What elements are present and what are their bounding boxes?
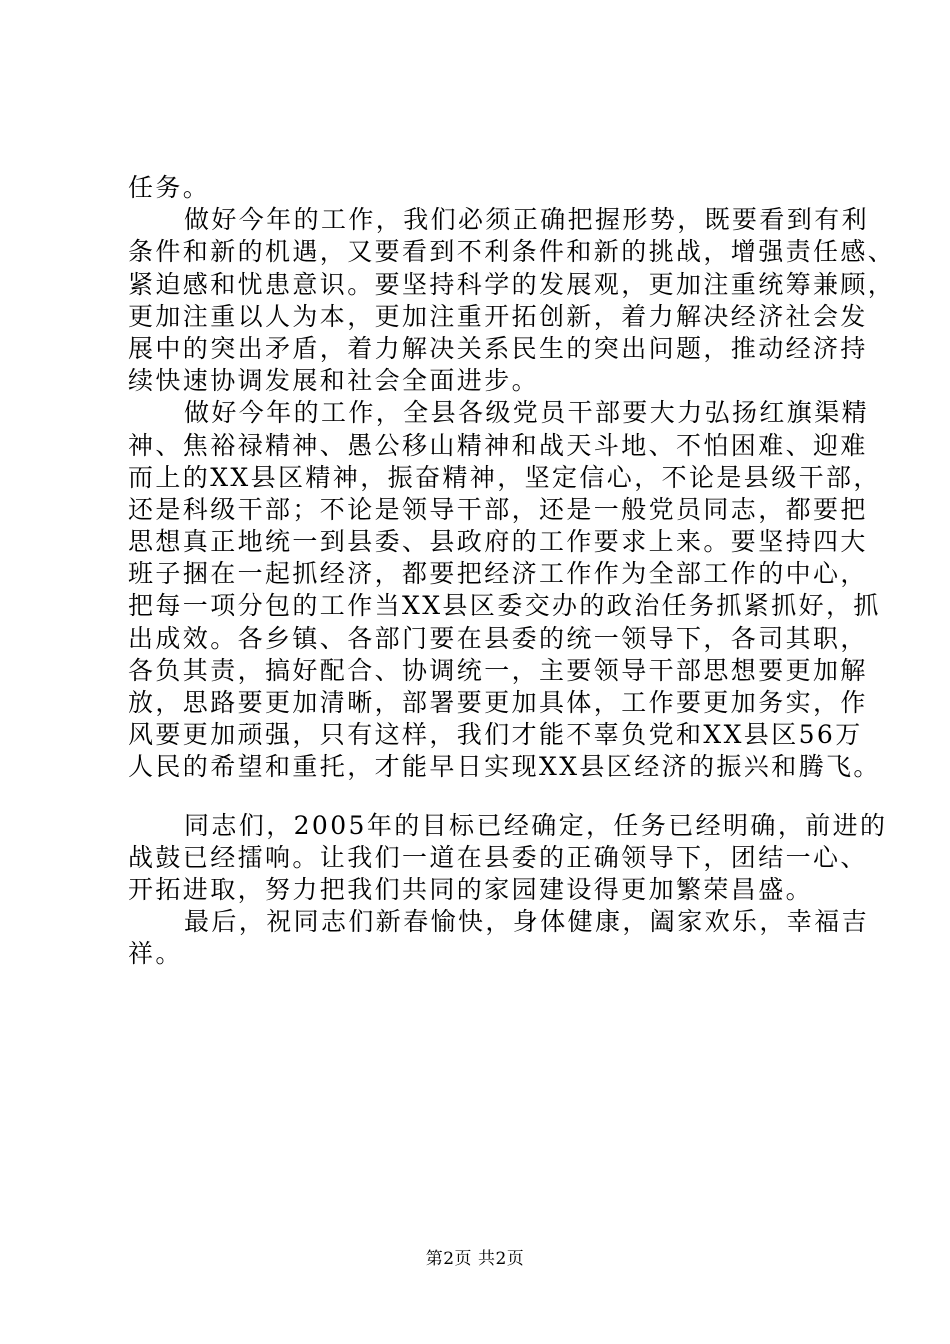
text-line: 神、焦裕禄精神、愚公移山精神和战天斗地、不怕困难、迎难 (128, 430, 868, 460)
text-line: 各负其责，搞好配合、协调统一，主要领导干部思想要更加解 (128, 655, 868, 685)
text-line: 战鼓已经擂响。让我们一道在县委的正确领导下，团结一心、 (128, 842, 868, 872)
paragraph-gap (128, 784, 840, 810)
document-body (128, 172, 896, 971)
text-line: 放，思路要更加清晰，部署要更加具体，工作要更加务实，作 (128, 688, 868, 717)
text-line: 风要更加顽强，只有这样，我们才能不辜负党和XX县区56万 (128, 720, 863, 750)
text-line: 祥。 (128, 939, 183, 969)
paragraph-start-line: 同志们，2005年的目标已经确定，任务已经明确，前进的 (184, 810, 888, 840)
text-line: 紧迫感和忧患意识。要坚持科学的发展观，更加注重统筹兼顾， (128, 269, 896, 299)
page-footer: 第2页 共2页 (425, 1249, 525, 1269)
text-line: 续快速协调发展和社会全面进步。 (128, 366, 540, 396)
paragraph-start-line: 做好今年的工作，全县各级党员干部要大力弘扬红旗渠精 (184, 398, 870, 428)
text-line: 出成效。各乡镇、各部门要在县委的统一领导下，各司其职， (128, 623, 868, 653)
text-line: 更加注重以人为本，更加注重开拓创新，着力解决经济社会发 (128, 301, 868, 331)
text-line: 任务。 (128, 173, 211, 202)
text-line: 展中的突出矛盾，着力解决关系民生的突出问题，推动经济持 (128, 333, 868, 363)
text-line: 班子捆在一起抓经济，都要把经济工作作为全部工作的中心， (128, 559, 868, 589)
text-line: 而上的XX县区精神，振奋精神，坚定信心，不论是县级干部， (128, 462, 881, 492)
text-line: 把每一项分包的工作当XX县区委交办的政治任务抓紧抓好，抓 (128, 591, 881, 621)
text-line: 人民的希望和重托，才能早日实现XX县区经济的振兴和腾飞。 (128, 752, 881, 782)
paragraph-start-line: 做好今年的工作，我们必须正确把握形势，既要看到有利 (184, 205, 870, 235)
text-line: 开拓进取，努力把我们共同的家园建设得更加繁荣昌盛。 (128, 874, 814, 904)
text-line: 思想真正地统一到县委、县政府的工作要求上来。要坚持四大 (128, 527, 868, 557)
text-line: 还是科级干部；不论是领导干部，还是一般党员同志，都要把 (128, 494, 868, 524)
paragraph-start-line: 最后，祝同志们新春愉快，身体健康，阖家欢乐，幸福吉 (184, 907, 870, 937)
text-line: 条件和新的机遇，又要看到不利条件和新的挑战，增强责任感、 (128, 237, 896, 267)
